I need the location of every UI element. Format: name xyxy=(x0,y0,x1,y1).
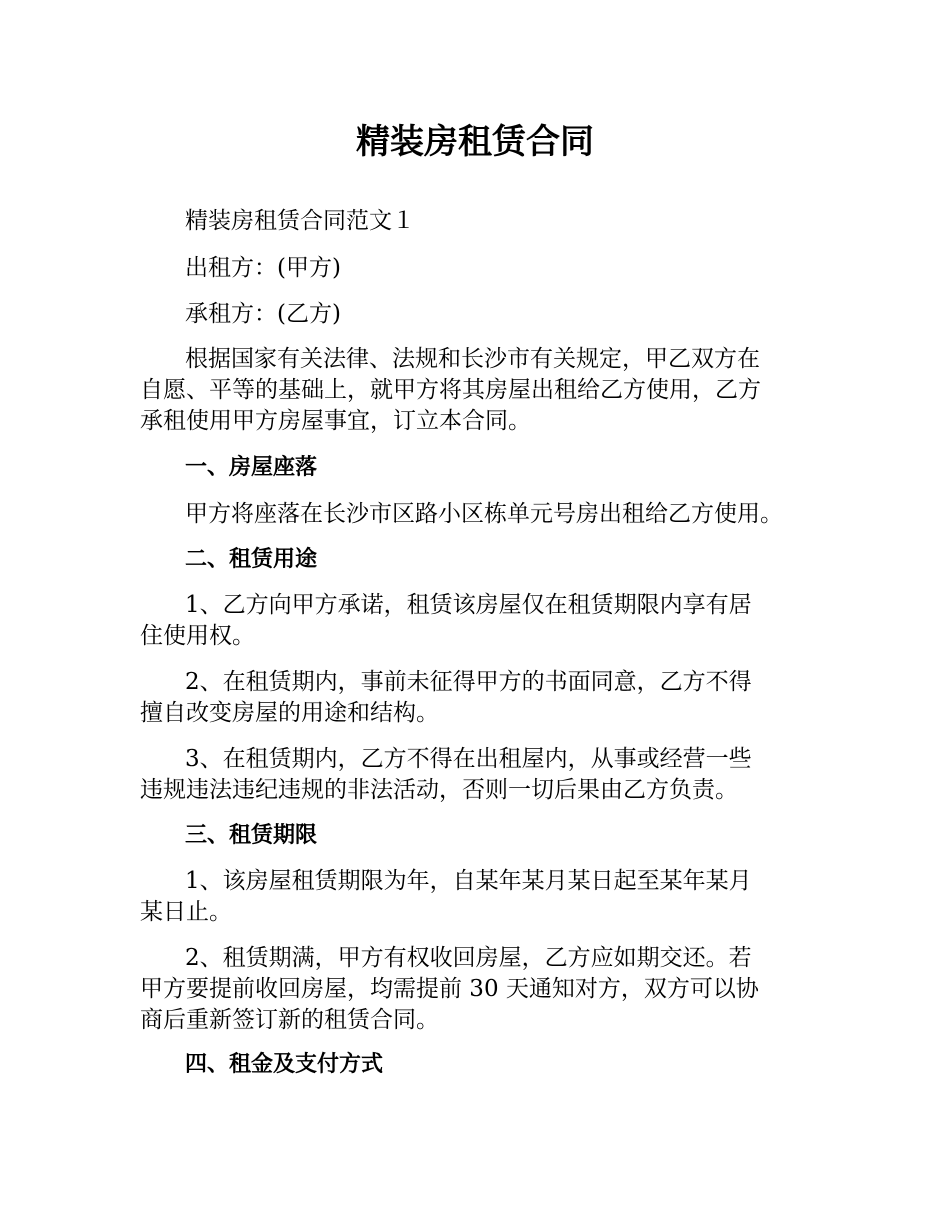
section-heading: 一、房屋座落 xyxy=(185,455,318,480)
preamble-line: 自愿、平等的基础上，就甲方将其房屋出租给乙方使用，乙方 xyxy=(140,377,761,403)
paragraph-line: 甲方将座落在长沙市区路小区栋单元号房出租给乙方使用。 xyxy=(185,501,783,527)
paragraph-line: 住使用权。 xyxy=(140,623,255,649)
subtitle-line: 精装房租赁合同范文１ xyxy=(185,208,415,234)
lessee-line: 承租方：(乙方) xyxy=(185,301,341,327)
paragraph-line: 3、在租赁期内，乙方不得在出租屋内，从事或经营一些 xyxy=(185,746,752,772)
preamble-line: 根据国家有关法律、法规和长沙市有关规定，甲乙双方在 xyxy=(185,346,760,372)
paragraph-line: 商后重新签订新的租赁合同。 xyxy=(140,1007,439,1033)
paragraph-line: 某日止。 xyxy=(140,899,232,925)
paragraph-line: 违规违法违纪违规的非法活动，否则一切后果由乙方负责。 xyxy=(140,777,738,803)
paragraph-line: 甲方要提前收回房屋，均需提前 30 天通知对方，双方可以协 xyxy=(140,976,759,1002)
paragraph-line: 2、租赁期满，甲方有权收回房屋，乙方应如期交还。若 xyxy=(185,945,752,971)
lessor-line: 出租方：(甲方) xyxy=(185,255,341,281)
paragraph-line: 1、乙方向甲方承诺，租赁该房屋仅在租赁期限内享有居 xyxy=(185,592,752,618)
section-heading: 二、租赁用途 xyxy=(185,547,318,572)
paragraph-line: 2、在租赁期内，事前未征得甲方的书面同意，乙方不得 xyxy=(185,669,752,695)
paragraph-line: 擅自改变房屋的用途和结构。 xyxy=(140,700,439,726)
paragraph-line: 1、该房屋租赁期限为年，自某年某月某日起至某年某月 xyxy=(185,868,752,894)
preamble-line: 承租使用甲方房屋事宜，订立本合同。 xyxy=(140,408,531,434)
document-title: 精装房租赁合同 xyxy=(356,122,594,162)
section-heading: 四、租金及支付方式 xyxy=(185,1052,384,1077)
section-heading: 三、租赁期限 xyxy=(185,823,318,848)
